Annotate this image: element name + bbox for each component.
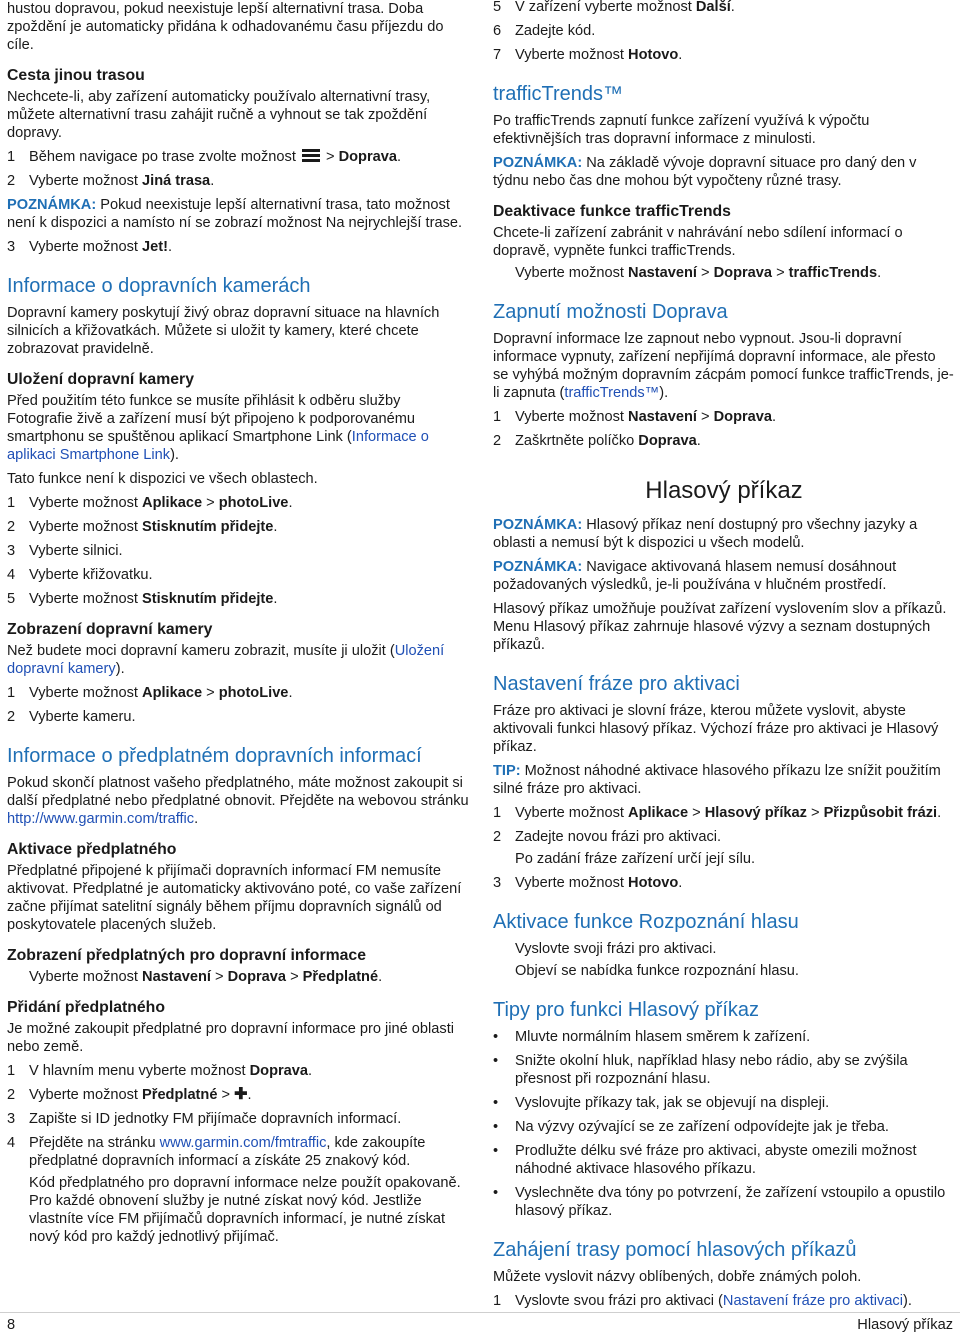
left-column bbox=[7, 0, 469, 1246]
activation-phrase-section bbox=[493, 672, 955, 892]
alt-route-step-1: 1 Během navigace po trase zvolte možnost > Doprava. bbox=[7, 149, 402, 165]
voice-command-section bbox=[493, 476, 955, 654]
activation-phrase-tip: TIP: Možnost náhodné aktivace hlasového příkazu lze snížit použitím silné fráze pro aktivaci. bbox=[493, 763, 941, 797]
garmin-fmtraffic-link[interactable]: www.garmin.com/fmtraffic bbox=[159, 1135, 327, 1151]
activation-phrase-step-3: 3 Vyberte možnost Hotovo. bbox=[493, 875, 683, 891]
save-camera-heading: Uložení dopravní kamery bbox=[7, 371, 194, 388]
enable-traffic-step-2: 2 Zaškrtněte políčko Doprava. bbox=[493, 433, 701, 449]
alt-route-body: Nechcete-li, aby zařízení automaticky používalo alternativní trasy, můžete alternativní trasu zahájit ručně a vyhnout se tak zpoždění dopravy. bbox=[7, 89, 431, 141]
view-subscriptions-path: Vyberte možnost Nastavení > Doprava > Předplatné. bbox=[29, 969, 383, 985]
traffic-trends-section bbox=[493, 82, 955, 282]
menu-icon bbox=[302, 149, 320, 163]
alt-route-heading: Cesta jinou trasou bbox=[7, 67, 145, 84]
activation-phrase-step-1: 1 Vyberte možnost Aplikace > Hlasový příkaz > Přizpůsobit frázi. bbox=[493, 805, 942, 821]
traffic-trends-heading: trafficTrends™ bbox=[493, 83, 624, 105]
smartphone-link-link[interactable]: Informace o aplikaci Smartphone Link bbox=[7, 429, 429, 463]
list-item: • Vyslovujte příkazy tak, jak se objevují na displeji. bbox=[493, 1095, 830, 1111]
view-camera-body: Než budete moci dopravní kameru zobrazit, musíte ji uložit (Uložení dopravní kamery). bbox=[7, 643, 445, 677]
start-route-heading: Zahájení trasy pomocí hlasových příkazů bbox=[493, 1239, 857, 1261]
voice-recognition-line-2: Objeví se nabídka funkce rozpoznání hlasu. bbox=[515, 963, 799, 979]
enable-traffic-heading: Zapnutí možnosti Doprava bbox=[493, 301, 728, 323]
intro-text: hustou dopravou, pokud neexistuje lepší alternativní trasa. Doba zpoždění je automaticky přidána k odhadovanému času příjezdu do cíle. bbox=[7, 1, 444, 53]
step-5: 5 V zařízení vyberte možnost Další. bbox=[493, 0, 735, 15]
traffic-trends-link[interactable]: trafficTrends™ bbox=[564, 385, 660, 401]
save-camera-step-2: 2 Vyberte možnost Stisknutím přidejte. bbox=[7, 519, 278, 535]
voice-tips-section bbox=[493, 998, 955, 1220]
activation-phrase-heading: Nastavení fráze pro aktivaci bbox=[493, 673, 740, 695]
voice-note-2: POZNÁMKA: Navigace aktivovaná hlasem nemusí dosáhnout požadovaných výsledků, je-li používána v hlučném prostředí. bbox=[493, 559, 897, 593]
disable-trends-heading: Deaktivace funkce trafficTrends bbox=[493, 203, 731, 220]
cameras-body: Dopravní kamery poskytují živý obraz dopravní situace na hlavních silnicích a křižovatkách. Můžete si uložit ty kamery, které chcete zobrazovat pravidelně. bbox=[7, 305, 440, 357]
save-camera-step-3: 3 Vyberte silnici. bbox=[7, 543, 123, 559]
save-camera-step-4: 4 Vyberte křižovatku. bbox=[7, 567, 153, 583]
save-camera-link[interactable]: Uložení dopravní kamery bbox=[7, 643, 445, 677]
enable-traffic-section bbox=[493, 300, 955, 450]
activation-phrase-step-2: 2 Zadejte novou frázi pro aktivaci. bbox=[493, 829, 722, 845]
add-subscription-step-1: 1 V hlavním menu vyberte možnost Doprava. bbox=[7, 1063, 313, 1079]
alt-route-step-2: 2 Vyberte možnost Jiná trasa. bbox=[7, 173, 215, 189]
add-subscription-step-4-detail: Kód předplatného pro dopravní informace nelze použít opakovaně. Pro každé obnovení služby je nutné získat nový kód. Jestliže vlastníte více FM přijímačů dopravních informací, je nutné získat nový kód pro každý jednotlivý přijímač. bbox=[29, 1175, 461, 1245]
cameras-heading: Informace o dopravních kamerách bbox=[7, 275, 311, 297]
step-number: 2 bbox=[7, 173, 16, 189]
start-route-step-1: 1 Vyslovte svou frázi pro aktivaci (Nastavení fráze pro aktivaci). bbox=[493, 1293, 912, 1309]
voice-recognition-heading: Aktivace funkce Rozpoznání hlasu bbox=[493, 911, 799, 933]
save-camera-step-5: 5 Vyberte možnost Stisknutím přidejte. bbox=[7, 591, 278, 607]
step-number: 1 bbox=[7, 149, 16, 165]
add-subscription-body: Je možné zakoupit předplatné pro dopravní informace pro jiné oblasti nebo země. bbox=[7, 1021, 454, 1055]
view-camera-step-2: 2 Vyberte kameru. bbox=[7, 709, 136, 725]
step-7: 7 Vyberte možnost Hotovo. bbox=[493, 47, 683, 63]
voice-command-title: Hlasový příkaz bbox=[645, 477, 803, 504]
step-number: 3 bbox=[7, 239, 16, 255]
voice-recognition-section bbox=[493, 910, 955, 980]
right-column bbox=[493, 0, 955, 1310]
voice-body: Hlasový příkaz umožňuje používat zařízení vyslovením slov a příkazů. Menu Hlasový příkaz zahrnuje hlasové výzvy a seznam dostupných příkazů. bbox=[493, 601, 947, 653]
view-subscriptions-heading: Zobrazení předplatných pro dopravní informace bbox=[7, 947, 366, 964]
step-6: 6 Zadejte kód. bbox=[493, 23, 596, 39]
add-subscription-heading: Přidání předplatného bbox=[7, 999, 165, 1016]
subscription-section bbox=[7, 744, 469, 1246]
save-camera-availability: Tato funkce není k dispozici ve všech oblastech. bbox=[7, 471, 318, 487]
save-camera-body: Před použitím této funkce se musíte přihlásit k odběru služby Fotografie živě a zařízení musí být připojeno k podporovanému smartphonu se spuštěnou aplikací Smartphone Link (Informace o aplikaci Smartphone Link). bbox=[7, 393, 429, 463]
list-item: • Prodlužte délku své fráze pro aktivaci, abyste omezili možnost náhodné aktivace hlasového příkazu. bbox=[493, 1143, 917, 1177]
list-item: • Snižte okolní hluk, například hlasy nebo rádio, aby se zvýšila přesnost při rozpoznání hlasu. bbox=[493, 1053, 908, 1087]
activate-subscription-heading: Aktivace předplatného bbox=[7, 841, 177, 858]
voice-tips-heading: Tipy pro funkci Hlasový příkaz bbox=[493, 999, 760, 1021]
add-subscription-step-3: 3 Zapište si ID jednotky FM přijímače dopravních informací. bbox=[7, 1111, 402, 1127]
footer-divider bbox=[0, 1312, 960, 1313]
list-item: • Na výzvy ozývající se ze zařízení odpovídejte jak je třeba. bbox=[493, 1119, 889, 1135]
plus-icon: ✚ bbox=[234, 1086, 248, 1103]
page-number: 8 bbox=[7, 1317, 16, 1333]
subscription-heading: Informace o předplatném dopravních informací bbox=[7, 745, 422, 767]
list-item: • Mluvte normálním hlasem směrem k zařízení. bbox=[493, 1029, 811, 1045]
disable-trends-path: Vyberte možnost Nastavení > Doprava > trafficTrends. bbox=[515, 265, 882, 281]
add-subscription-step-4: 4 Přejděte na stránku www.garmin.com/fmtraffic, kde zakoupíte předplatné dopravních informací a získáte 25 znakový kód. bbox=[7, 1135, 426, 1169]
alt-route-step-3: 3 Vyberte možnost Jet!. bbox=[7, 239, 173, 255]
add-subscription-step-2: 2 Vyberte možnost Předplatné > ✚. bbox=[7, 1086, 252, 1103]
activation-phrase-body: Fráze pro aktivaci je slovní fráze, kterou můžete vyslovit, abyste aktivovali funkci hlasový příkaz. Výchozí fráze pro aktivaci je Hlasový příkaz. bbox=[493, 703, 939, 755]
traffic-trends-note: POZNÁMKA: Na základě vývoje dopravní situace pro daný den v týdnu nebo čas dne mohou být vypočteny různé trasy. bbox=[493, 155, 917, 189]
alt-route-note: POZNÁMKA: Pokud neexistuje lepší alternativní trasa, tato možnost není k dispozici a namísto ní se zobrazí možnost Na nejrychlejší trase. bbox=[7, 197, 463, 231]
view-camera-step-1: 1 Vyberte možnost Aplikace > photoLive. bbox=[7, 685, 293, 701]
garmin-traffic-link[interactable]: http://www.garmin.com/traffic bbox=[7, 811, 195, 827]
start-route-body: Můžete vyslovit názvy oblíbených, dobře známých poloh. bbox=[493, 1269, 862, 1285]
traffic-trends-body: Po trafficTrends zapnutí funkce zařízení využívá k výpočtu efektivnějších tras dopravní informace z minulosti. bbox=[493, 113, 870, 147]
view-camera-heading: Zobrazení dopravní kamery bbox=[7, 621, 213, 638]
voice-recognition-line-1: Vyslovte svoji frázi pro aktivaci. bbox=[515, 941, 717, 957]
enable-traffic-step-1: 1 Vyberte možnost Nastavení > Doprava. bbox=[493, 409, 777, 425]
activation-phrase-step-2-detail: Po zadání fráze zařízení určí její sílu. bbox=[515, 851, 756, 867]
voice-note-1: POZNÁMKA: Hlasový příkaz není dostupný pro všechny jazyky a oblasti a nemusí být k dispozici u všech modelů. bbox=[493, 517, 918, 551]
disable-trends-body: Chcete-li zařízení zabránit v nahrávání nebo sdílení informací o dopravě, vypněte funkci trafficTrends. bbox=[493, 225, 903, 259]
top-steps bbox=[493, 0, 955, 64]
footer-section-title: Hlasový příkaz bbox=[857, 1317, 953, 1333]
activation-phrase-link[interactable]: Nastavení fráze pro aktivaci bbox=[722, 1293, 903, 1309]
start-route-section bbox=[493, 1238, 955, 1310]
save-camera-step-1: 1 Vyberte možnost Aplikace > photoLive. bbox=[7, 495, 293, 511]
list-item: • Vyslechněte dva tóny po potvrzení, že zařízení vstoupilo a opustilo hlasový příkaz. bbox=[493, 1185, 946, 1219]
enable-traffic-body: Dopravní informace lze zapnout nebo vypnout. Jsou-li dopravní informace vypnuty, zařízení nepřijímá dopravní informace, ale přesto se vyhýbá možným dopravním zácpám pomocí funkce trafficTrends, je-li zapnuta (trafficTrends™). bbox=[493, 331, 954, 401]
subscription-body: Pokud skončí platnost vašeho předplatného, máte možnost zakoupit si další předplatné nebo předplatné obnovit. Přejděte na webovou stránku http://www.garmin.com/traffic. bbox=[7, 775, 469, 827]
alt-route-section bbox=[7, 66, 469, 256]
cameras-section bbox=[7, 274, 469, 726]
activate-subscription-body: Předplatné připojené k přijímači dopravních informací FM nemusíte aktivovat. Předplatné je automaticky aktivováno poté, co vaše zařízení začne přijímat satelitní signály během příjmu dopravních signálů od poskytovatele placených služeb. bbox=[7, 863, 462, 933]
